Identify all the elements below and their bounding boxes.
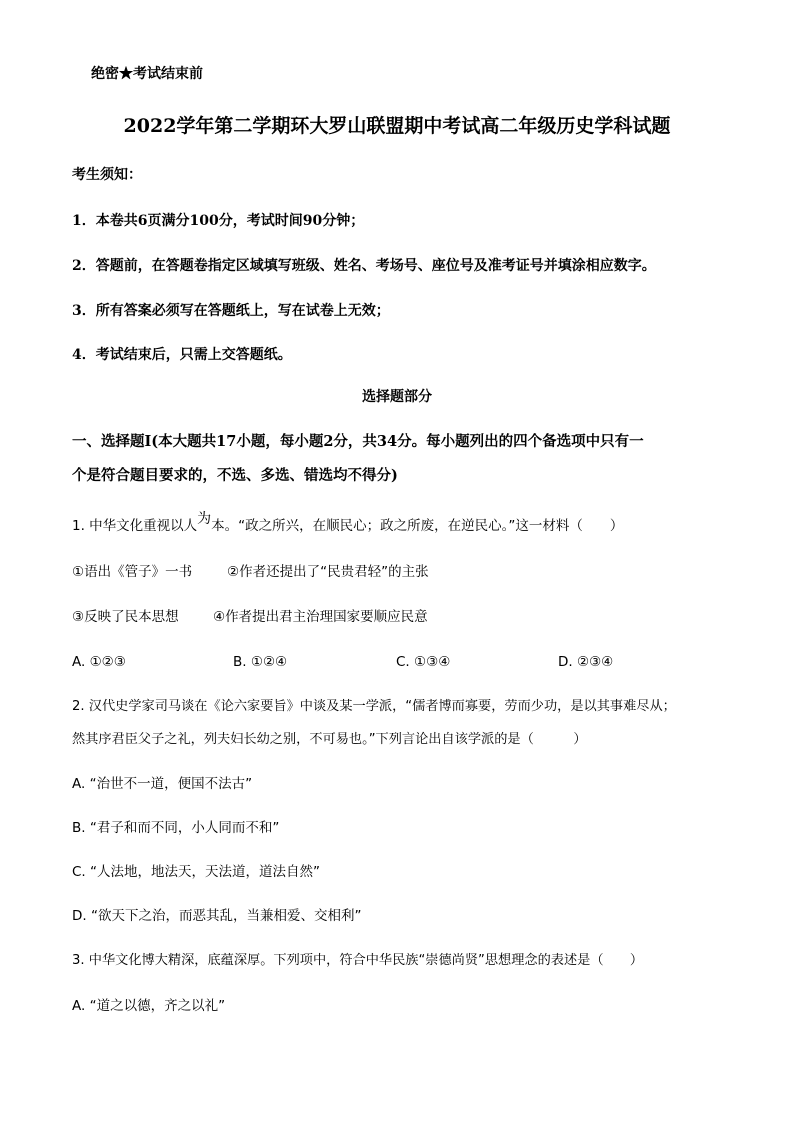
confidential-label: 绝密★考试结束前 <box>91 66 203 82</box>
notice-item-4: 4．考试结束后，只需上交答题纸。 <box>72 347 292 363</box>
question-1-stem-part1: 1. 中华文化重视以人 <box>72 518 198 534</box>
notice-item-1: 1．本卷共6页满分100分，考试时间90分钟； <box>72 213 365 229</box>
notice-heading: 考生须知： <box>72 167 142 183</box>
exam-title: 2022学年第二学期环大罗山联盟期中考试高二年级历史学科试题 <box>123 115 671 137</box>
question-1-option-c: C. ①③④ <box>396 654 451 670</box>
question-2-option-b: B. “君子和而不同，小人同而不和” <box>72 820 280 836</box>
question-2-option-d: D. “欲天下之治，而恶其乱，当兼相爱、交相利” <box>72 908 362 924</box>
question-2-option-c: C. “人法地，地法天，天法道，道法自然” <box>72 864 320 880</box>
notice-item-3: 3．所有答案必须写在答题纸上，写在试卷上无效； <box>72 303 390 319</box>
question-2-option-a: A. “治世不一道，便国不法古” <box>72 776 253 792</box>
question-3-option-a: A. “道之以德，齐之以礼” <box>72 998 226 1014</box>
question-1-option-b: B. ①②④ <box>233 654 288 670</box>
question-1-stem-part2: 本。“政之所兴，在顺民心；政之所废，在逆民心。”这一材料（ ） <box>211 518 624 534</box>
question-1-statement-1: ①语出《管子》一书 <box>72 564 193 580</box>
question-1-stem-raised-char: 为 <box>197 511 212 527</box>
section-instruction-line1: 一、选择题Ⅰ(本大题共17小题，每小题2分，共34分。每小题列出的四个备选项中只有一 <box>72 433 644 450</box>
question-1-statement-2: ②作者还提出了“民贵君轻”的主张 <box>227 564 429 580</box>
question-2-stem-line1: 2. 汉代史学家司马谈在《论六家要旨》中谈及某一学派，“儒者博而寡要，劳而少功，是以其事难尽从； <box>72 699 676 714</box>
notice-item-2: 2．答题前，在答题卷指定区域填写班级、姓名、考场号、座位号及准考证号并填涂相应数字。 <box>72 258 656 274</box>
question-3-stem: 3. 中华文化博大精深，底蕴深厚。下列项中，符合中华民族“崇德尚贤”思想理念的表述是（ ） <box>72 953 644 968</box>
question-1-statement-4: ④作者提出君主治理国家要顺应民意 <box>213 609 428 625</box>
question-2-stem-line2: 然其序君臣父子之礼，列夫妇长幼之别，不可易也。”下列言论出自该学派的是（ ） <box>72 732 587 747</box>
question-1-option-d: D. ②③④ <box>558 654 614 670</box>
section-instruction-line2: 个是符合题目要求的，不选、多选、错选均不得分) <box>72 467 398 484</box>
question-1-statement-3: ③反映了民本思想 <box>72 609 179 625</box>
question-1-option-a: A. ①②③ <box>72 654 126 670</box>
section-title: 选择题部分 <box>362 389 432 405</box>
question-1-stem <box>72 511 624 534</box>
